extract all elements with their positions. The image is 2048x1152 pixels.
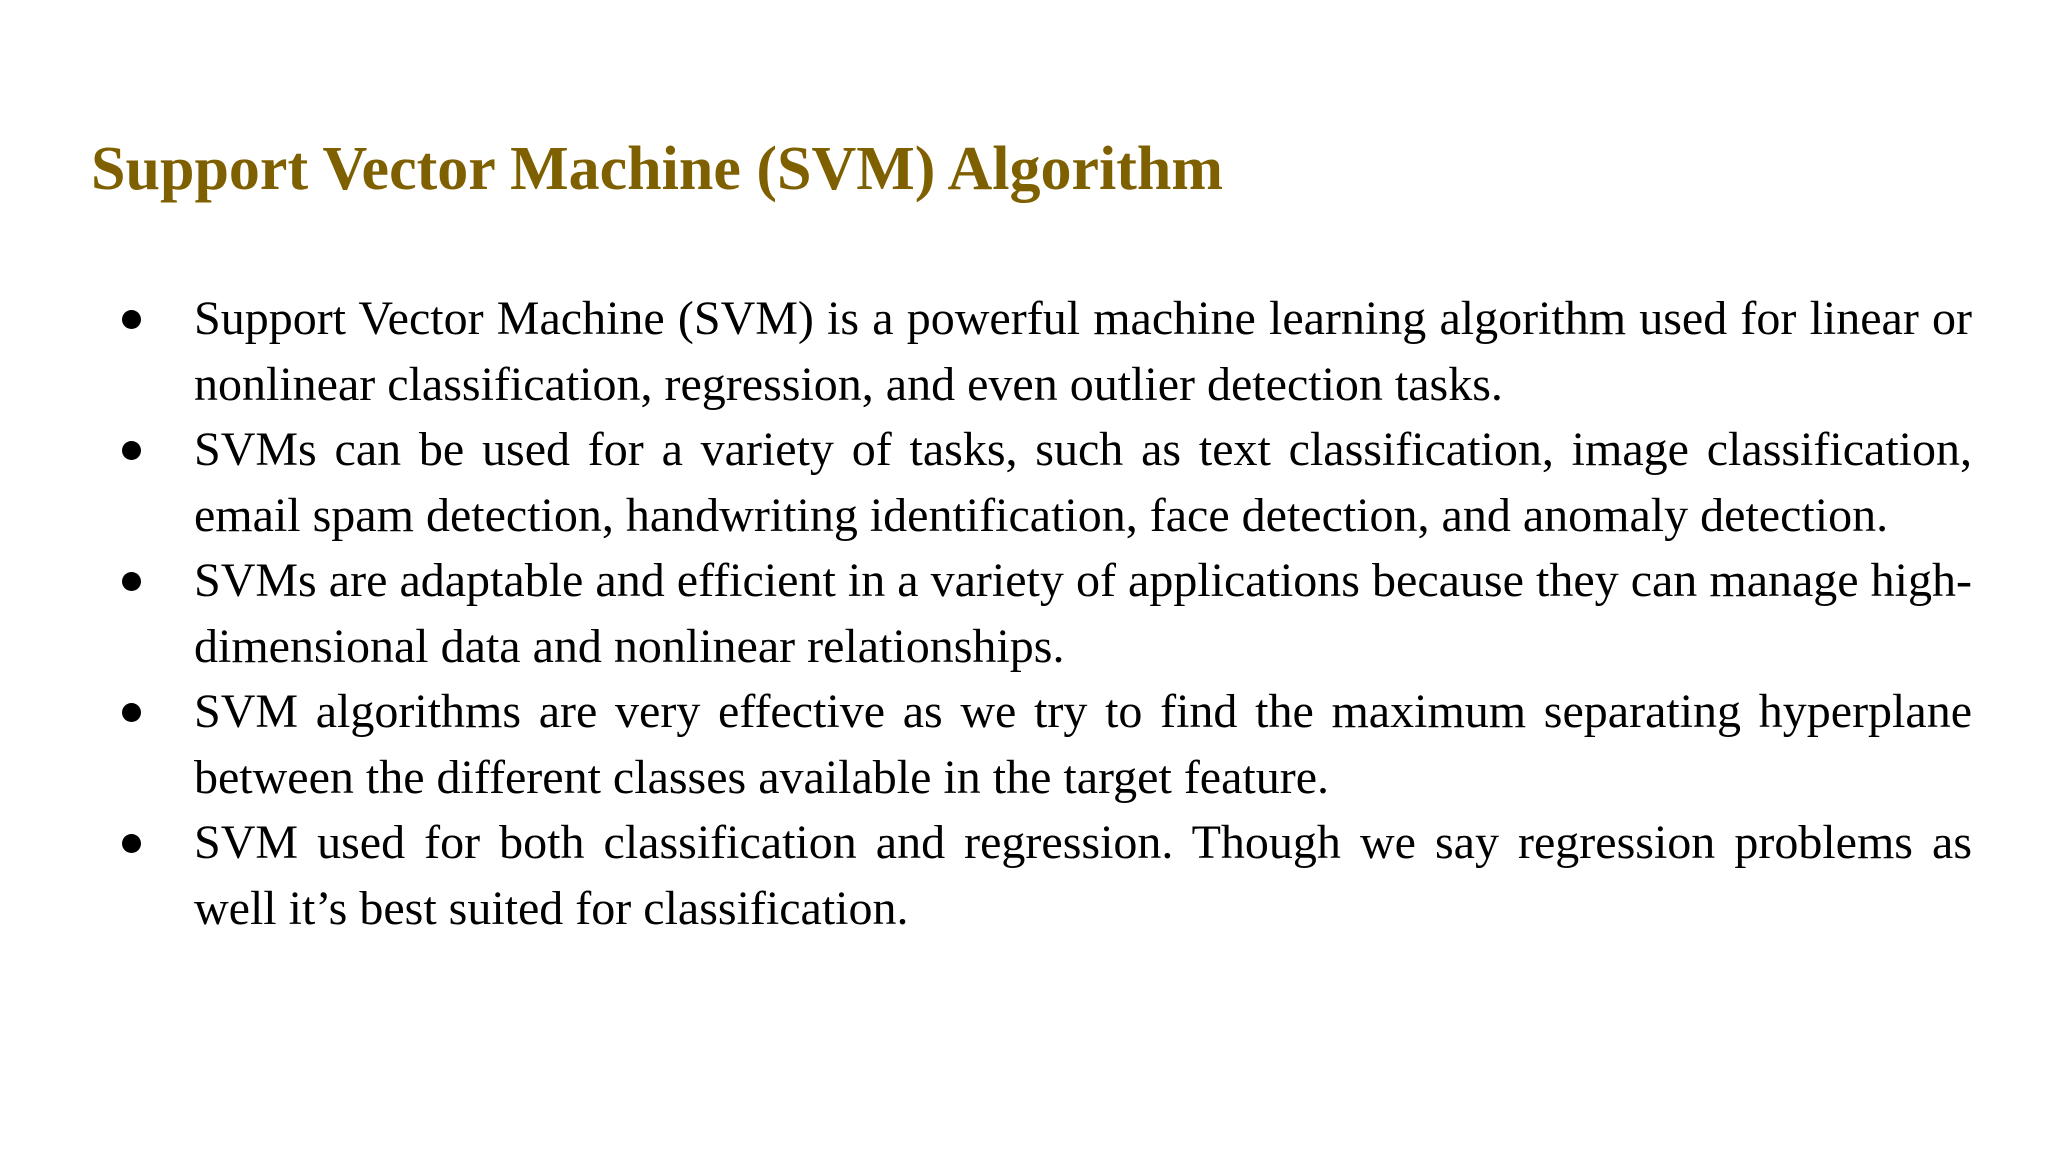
slide-title: Support Vector Machine (SVM) Algorithm <box>91 135 1224 203</box>
bullet-text: SVM algorithms are very effective as we try to find the maximum separating hyperplane between the different classes available in the target feature. <box>194 685 1972 804</box>
bullet-item <box>110 417 1972 548</box>
bullet-text: SVMs are adaptable and efficient in a variety of applications because they can manage high-dimensional data and nonlinear relationships. <box>194 554 1972 673</box>
bullet-text: Support Vector Machine (SVM) is a powerful machine learning algorithm used for linear or nonlinear classification, regression, and even outlier detection tasks. <box>194 292 1972 411</box>
bullet-item <box>110 286 1972 417</box>
bullet-item <box>110 810 1972 941</box>
bullet-item <box>110 679 1972 810</box>
bullet-dot-icon <box>122 441 141 460</box>
bullet-dot-icon <box>122 703 141 722</box>
bullet-item <box>110 548 1972 679</box>
bullet-dot-icon <box>122 310 141 329</box>
bullet-list <box>110 286 1972 941</box>
bullet-dot-icon <box>122 572 141 591</box>
bullet-text: SVMs can be used for a variety of tasks, such as text classification, image classification, email spam detection, handwriting identification, face detection, and anomaly detection. <box>194 423 1972 542</box>
bullet-dot-icon <box>122 834 141 853</box>
bullet-text: SVM used for both classification and regression. Though we say regression problems as well it’s best suited for classification. <box>194 816 1972 935</box>
